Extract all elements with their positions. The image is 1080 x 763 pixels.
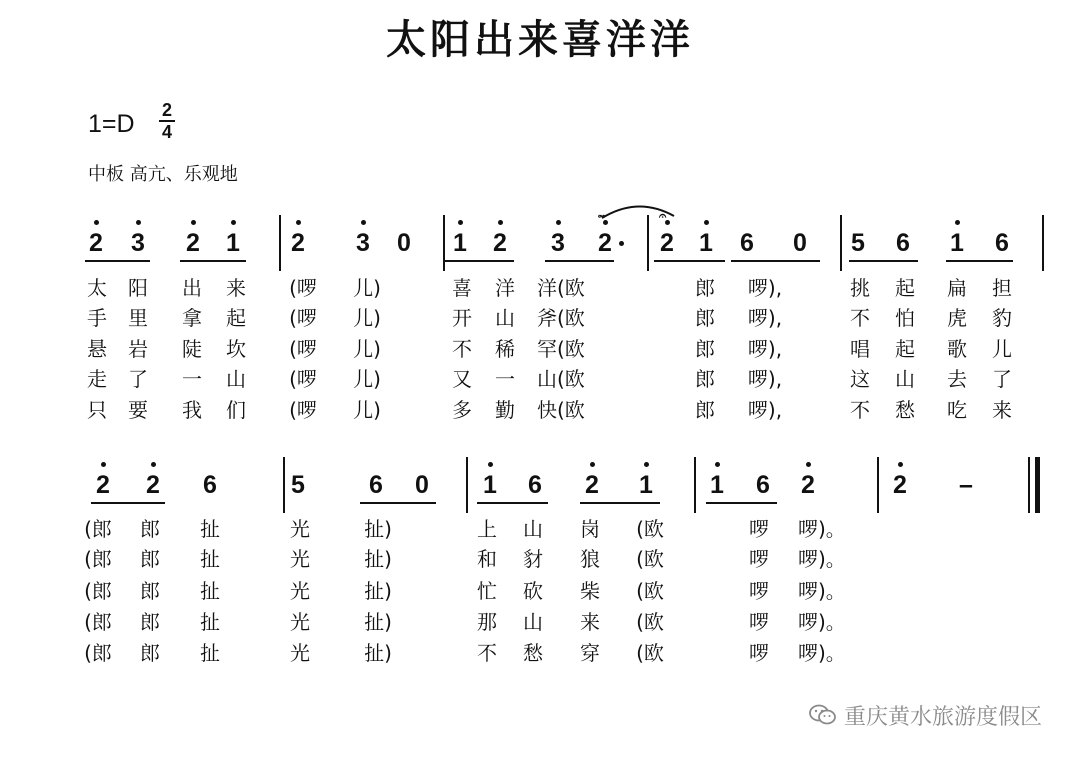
octave-dot <box>556 220 561 225</box>
lyric-syllable: 我 <box>182 398 202 422</box>
lyric-syllable: 啰 <box>749 579 769 603</box>
lyric-syllable: 郎 <box>140 547 160 571</box>
lyric-syllable: 儿 <box>992 337 1012 361</box>
octave-dot <box>898 462 903 467</box>
lyric-syllable: (郎 <box>84 610 112 634</box>
eighth-underline <box>477 502 548 504</box>
note: 0 <box>793 229 807 257</box>
lyric-syllable: 啰 <box>749 641 769 665</box>
lyric-syllable: 来 <box>992 398 1012 422</box>
octave-dot <box>619 241 624 246</box>
lyric-syllable: (郎 <box>84 641 112 665</box>
lyric-syllable: 起 <box>895 337 915 361</box>
note: 3 <box>356 229 370 257</box>
lyric-syllable: (啰 <box>289 276 317 300</box>
lyric-syllable: 了 <box>128 367 148 391</box>
lyric-syllable: 豺 <box>523 547 543 571</box>
lyric-syllable: 啰), <box>747 367 783 391</box>
note: 2 <box>585 471 599 499</box>
lyric-syllable: 扯) <box>364 579 392 603</box>
octave-dot <box>231 220 236 225</box>
lyric-syllable: 光 <box>290 610 310 634</box>
lyric-syllable: 挑 <box>850 276 870 300</box>
lyric-syllable: 去 <box>947 367 967 391</box>
time-signature-top: 2 <box>161 100 172 120</box>
octave-dot <box>296 220 301 225</box>
eighth-underline <box>180 260 246 262</box>
note: 1 <box>710 471 724 499</box>
note: 6 <box>756 471 770 499</box>
lyric-syllable: 郎 <box>140 579 160 603</box>
lyric-syllable: 啰)。 <box>798 641 846 665</box>
watermark-text: 重庆黄水旅游度假区 <box>843 705 1042 730</box>
final-bar-thick <box>1035 457 1040 513</box>
bar-line <box>443 215 445 271</box>
lyric-syllable: 这 <box>850 367 870 391</box>
octave-dot <box>151 462 156 467</box>
lyric-syllable: 啰), <box>747 398 783 422</box>
octave-dot <box>136 220 141 225</box>
lyric-syllable: 来 <box>226 276 246 300</box>
lyric-syllable: 斧(欧 <box>537 306 585 330</box>
lyric-syllable: 啰)。 <box>798 517 846 541</box>
lyric-syllable: 一 <box>495 367 515 391</box>
lyric-syllable: 走 <box>87 367 107 391</box>
note: 3 <box>131 229 145 257</box>
lyric-syllable: 扯) <box>364 517 392 541</box>
lyric-syllable: 坎 <box>226 337 246 361</box>
lyric-syllable: 柴 <box>580 579 600 603</box>
lyric-syllable: 和 <box>477 547 497 571</box>
lyric-syllable: 了 <box>992 367 1012 391</box>
lyric-syllable: 郎 <box>695 398 715 422</box>
wechat-icon <box>808 703 838 733</box>
note: 2 <box>96 471 110 499</box>
lyric-syllable: 起 <box>226 306 246 330</box>
lyric-syllable: 啰), <box>747 276 783 300</box>
lyric-syllable: 岗 <box>580 517 600 541</box>
lyric-syllable: 啰)。 <box>798 547 846 571</box>
lyric-syllable: 们 <box>226 398 246 422</box>
lyric-syllable: 扯) <box>364 547 392 571</box>
octave-dot <box>644 462 649 467</box>
octave-dot <box>94 220 99 225</box>
eighth-underline <box>360 502 436 504</box>
lyric-syllable: (欧 <box>636 641 664 665</box>
lyric-syllable: 阳 <box>128 276 148 300</box>
lyric-syllable: 儿) <box>353 337 381 361</box>
note: 2 <box>801 471 815 499</box>
note: 6 <box>995 229 1009 257</box>
note: 2 <box>493 229 507 257</box>
time-signature-bottom: 4 <box>161 122 172 142</box>
lyric-syllable: 啰)。 <box>798 579 846 603</box>
note: 1 <box>226 229 240 257</box>
lyric-syllable: 啰), <box>747 306 783 330</box>
time-signature <box>157 101 177 141</box>
lyric-syllable: 豹 <box>992 306 1012 330</box>
lyric-syllable: 洋 <box>495 276 515 300</box>
page-title: 太阳出来喜洋洋 <box>386 17 694 63</box>
note: 2 <box>893 471 907 499</box>
note: 6 <box>203 471 217 499</box>
bar-line <box>1042 215 1044 271</box>
fermata-mark: 𝄐 <box>659 209 667 224</box>
note: 1 <box>699 229 713 257</box>
bar-line <box>647 215 649 271</box>
lyric-syllable: 啰 <box>749 610 769 634</box>
lyric-syllable: 不 <box>477 641 497 665</box>
note: 2 <box>146 471 160 499</box>
lyric-syllable: 郎 <box>695 306 715 330</box>
octave-dot <box>458 220 463 225</box>
lyric-syllable: (欧 <box>636 579 664 603</box>
lyric-syllable: 里 <box>128 306 148 330</box>
note: 2 <box>598 229 612 257</box>
octave-dot <box>101 462 106 467</box>
note: 1 <box>639 471 653 499</box>
lyric-syllable: 唱 <box>850 337 870 361</box>
bar-line <box>877 457 879 513</box>
note: 2 <box>89 229 103 257</box>
note: 1 <box>483 471 497 499</box>
final-bar-thin <box>1028 457 1030 513</box>
octave-dot <box>590 462 595 467</box>
eighth-underline <box>545 260 614 262</box>
octave-dot <box>806 462 811 467</box>
note: 6 <box>528 471 542 499</box>
bar-line <box>283 457 285 513</box>
lyric-syllable: (郎 <box>84 579 112 603</box>
eighth-underline <box>91 502 165 504</box>
key-signature: 1=D <box>88 110 135 138</box>
note: 2 <box>291 229 305 257</box>
lyric-syllable: 一 <box>182 367 202 391</box>
lyric-syllable: 歌 <box>947 337 967 361</box>
lyric-syllable: 山 <box>495 306 515 330</box>
mordent-mark: 𝆗 <box>598 208 606 223</box>
lyric-syllable: (啰 <box>289 337 317 361</box>
lyric-syllable: 不 <box>850 306 870 330</box>
bar-line <box>279 215 281 271</box>
lyric-syllable: 光 <box>290 547 310 571</box>
lyric-syllable: 勤 <box>495 398 515 422</box>
lyric-syllable: 开 <box>452 306 472 330</box>
octave-dot <box>715 462 720 467</box>
eighth-underline <box>654 260 725 262</box>
lyric-syllable: 稀 <box>495 337 515 361</box>
octave-dot <box>361 220 366 225</box>
lyric-syllable: 来 <box>580 610 600 634</box>
lyric-syllable: 拿 <box>182 306 202 330</box>
lyric-syllable: 怕 <box>895 306 915 330</box>
lyric-syllable: 悬 <box>87 337 107 361</box>
lyric-syllable: 穿 <box>580 641 600 665</box>
lyric-syllable: 郎 <box>140 517 160 541</box>
lyric-syllable: 啰 <box>749 547 769 571</box>
note: 2 <box>660 229 674 257</box>
lyric-syllable: 要 <box>128 398 148 422</box>
lyric-syllable: 郎 <box>695 276 715 300</box>
octave-dot <box>955 220 960 225</box>
lyric-syllable: (郎 <box>84 517 112 541</box>
lyric-syllable: (郎 <box>84 547 112 571</box>
lyric-syllable: 愁 <box>895 398 915 422</box>
lyric-syllable: 光 <box>290 579 310 603</box>
lyric-syllable: 郎 <box>140 641 160 665</box>
octave-dot <box>191 220 196 225</box>
note: 1 <box>950 229 964 257</box>
eighth-underline <box>731 260 820 262</box>
lyric-syllable: 不 <box>452 337 472 361</box>
lyric-syllable: 出 <box>182 276 202 300</box>
lyric-syllable: 手 <box>87 306 107 330</box>
lyric-syllable: 扯) <box>364 610 392 634</box>
note: 0 <box>397 229 411 257</box>
lyric-syllable: 陡 <box>182 337 202 361</box>
lyric-syllable: 罕(欧 <box>537 337 585 361</box>
tempo-marking: 中板 高亢、乐观地 <box>88 164 238 185</box>
lyric-syllable: (欧 <box>636 610 664 634</box>
lyric-syllable: 光 <box>290 641 310 665</box>
tie-arc <box>598 200 678 223</box>
lyric-syllable: 郎 <box>695 367 715 391</box>
lyric-syllable: 砍 <box>523 579 543 603</box>
lyric-syllable: 快(欧 <box>537 398 585 422</box>
lyric-syllable: 山 <box>523 610 543 634</box>
eighth-underline <box>849 260 918 262</box>
note: 0 <box>415 471 429 499</box>
lyric-syllable: 光 <box>290 517 310 541</box>
watermark <box>808 700 1042 733</box>
lyric-syllable: 那 <box>477 610 497 634</box>
lyric-syllable: 儿) <box>353 367 381 391</box>
lyric-syllable: 扯 <box>200 517 220 541</box>
bar-line <box>466 457 468 513</box>
lyric-syllable: 喜 <box>452 276 472 300</box>
lyric-syllable: 又 <box>452 367 472 391</box>
note: 5 <box>291 471 305 499</box>
octave-dot <box>488 462 493 467</box>
lyric-syllable: 虎 <box>947 306 967 330</box>
lyric-syllable: 郎 <box>140 610 160 634</box>
bar-line <box>694 457 696 513</box>
lyric-syllable: (啰 <box>289 306 317 330</box>
lyric-syllable: 啰)。 <box>798 610 846 634</box>
lyric-syllable: 山(欧 <box>537 367 585 391</box>
lyric-syllable: (啰 <box>289 398 317 422</box>
eighth-underline <box>946 260 1013 262</box>
lyric-syllable: (欧 <box>636 517 664 541</box>
octave-dot <box>704 220 709 225</box>
lyric-syllable: 起 <box>895 276 915 300</box>
eighth-underline <box>445 260 514 262</box>
note: 5 <box>851 229 865 257</box>
lyric-syllable: 山 <box>226 367 246 391</box>
note: 3 <box>551 229 565 257</box>
lyric-syllable: 愁 <box>523 641 543 665</box>
lyric-syllable: 扯 <box>200 579 220 603</box>
lyric-syllable: 扯 <box>200 547 220 571</box>
lyric-syllable: 担 <box>992 276 1012 300</box>
note: 6 <box>369 471 383 499</box>
note: 1 <box>453 229 467 257</box>
lyric-syllable: 洋(欧 <box>537 276 585 300</box>
lyric-syllable: 郎 <box>695 337 715 361</box>
lyric-syllable: 太 <box>87 276 107 300</box>
lyric-syllable: 山 <box>895 367 915 391</box>
lyric-syllable: 扯 <box>200 641 220 665</box>
lyric-syllable: 多 <box>452 398 472 422</box>
lyric-syllable: 儿) <box>353 306 381 330</box>
lyric-syllable: 只 <box>87 398 107 422</box>
dash-note: – <box>959 471 973 499</box>
lyric-syllable: 扯) <box>364 641 392 665</box>
lyric-syllable: 儿) <box>353 276 381 300</box>
lyric-syllable: 吃 <box>947 398 967 422</box>
note: 6 <box>740 229 754 257</box>
eighth-underline <box>580 502 660 504</box>
bar-line <box>840 215 842 271</box>
lyric-syllable: 狼 <box>580 547 600 571</box>
lyric-syllable: 山 <box>523 517 543 541</box>
lyric-syllable: (欧 <box>636 547 664 571</box>
lyric-syllable: 上 <box>477 517 497 541</box>
lyric-syllable: 扯 <box>200 610 220 634</box>
note: 2 <box>186 229 200 257</box>
eighth-underline <box>706 502 777 504</box>
lyric-syllable: 忙 <box>477 579 497 603</box>
lyric-syllable: 扁 <box>947 276 967 300</box>
lyric-syllable: 儿) <box>353 398 381 422</box>
eighth-underline <box>85 260 150 262</box>
lyric-syllable: (啰 <box>289 367 317 391</box>
lyric-syllable: 啰 <box>749 517 769 541</box>
note: 6 <box>896 229 910 257</box>
lyric-syllable: 不 <box>850 398 870 422</box>
lyric-syllable: 啰), <box>747 337 783 361</box>
lyric-syllable: 岩 <box>128 337 148 361</box>
octave-dot <box>498 220 503 225</box>
